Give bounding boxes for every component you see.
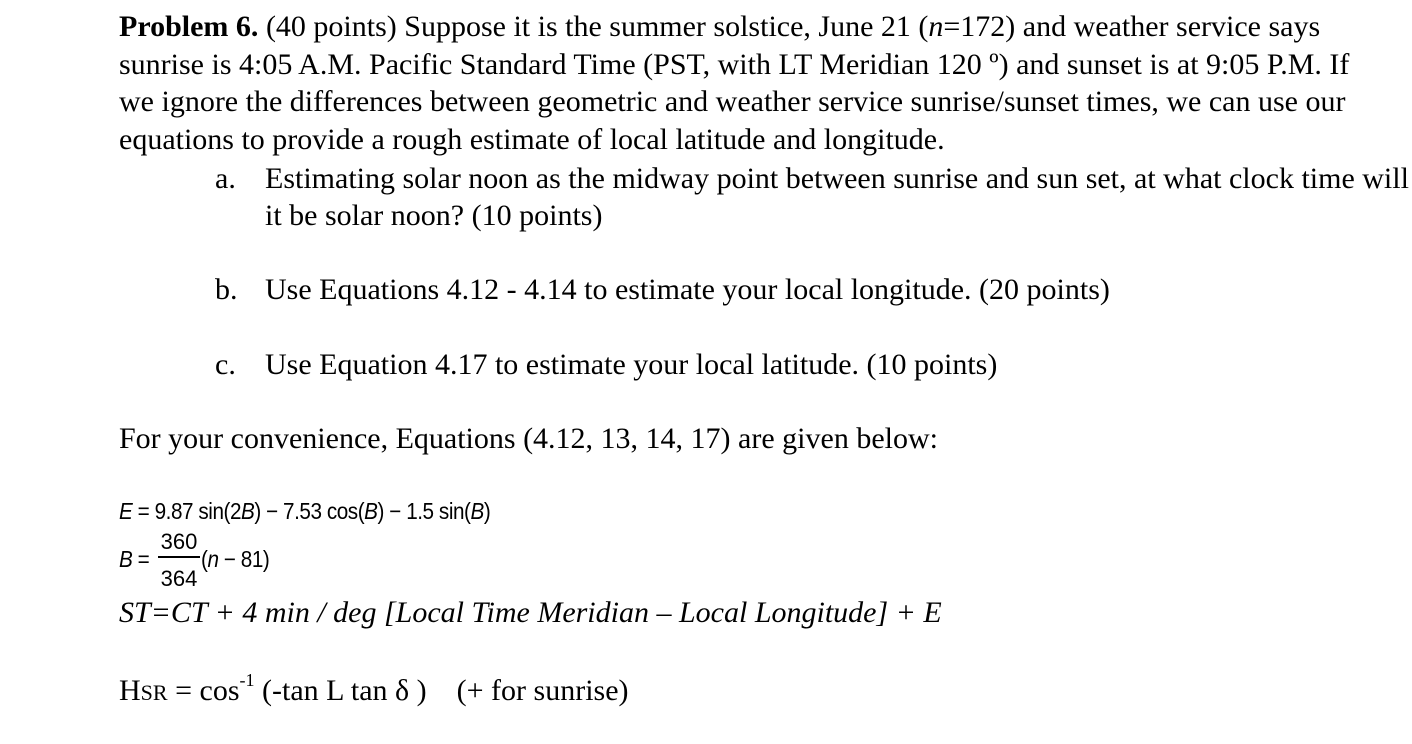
eq-e-b2: B	[364, 498, 378, 524]
problem-intro-n: n	[928, 10, 944, 43]
eq-e-lhs: E	[119, 498, 133, 524]
eq-b-denominator: 364	[160, 566, 198, 591]
problem-statement	[119, 8, 1379, 158]
eq-b-n: n	[207, 546, 219, 572]
eq-b-rhs	[201, 546, 269, 573]
eq-hsr-h: H	[119, 674, 141, 707]
eq-hsr-part1: = cos	[167, 674, 240, 707]
equation-e	[119, 498, 490, 525]
eq-e-b3: B	[470, 498, 484, 524]
list-item-text: Use Equation 4.17 to estimate your local latitude. (10 points)	[265, 348, 998, 381]
eq-e-b1: B	[241, 498, 255, 524]
list-item-text: Use Equations 4.12 - 4.14 to estimate your local longitude. (20 points)	[265, 273, 1110, 306]
eq-hsr-sup: -1	[239, 670, 255, 690]
list-item-label: a.	[215, 162, 236, 195]
problem-intro-part1: (40 points) Suppose it is the summer solstice, June 21 (	[258, 10, 929, 43]
eq-b-close: − 81)	[218, 546, 270, 572]
list-item-label: c.	[215, 348, 236, 381]
list-item-label: b.	[215, 273, 238, 306]
convenience-text: For your convenience, Equations (4.12, 13, 14, 17) are given below:	[119, 422, 938, 455]
eq-e-part4: )	[483, 498, 491, 524]
eq-e-part3: ) − 1.5 sin(	[377, 498, 471, 524]
eq-hsr-sub: SR	[140, 680, 168, 705]
problem-heading: Problem 6.	[119, 10, 259, 43]
eq-b-lhs-group	[119, 546, 149, 573]
eq-hsr-part2: (-tan L tan δ ) (+ for sunrise)	[254, 674, 629, 707]
equation-hsr	[119, 672, 629, 711]
eq-b-fraction-bar	[158, 556, 200, 558]
eq-b-open: (	[201, 546, 208, 572]
equation-st: ST=CT + 4 min / deg [Local Time Meridian – Local Longitude] + E	[119, 596, 942, 629]
problem-intro-part2: =172) and weather service says sunrise is 4:05 A.M. Pacific Standard Time (PST, with LT Meridian 120 º) and sunset is at 9:05 P.M. If we ignore the differences between geometric and weather service sunrise/sunset times, we can use our equations to provide a rough estimate of local latitude and longitude.	[119, 10, 1350, 156]
eq-e-part2: ) − 7.53 cos(	[254, 498, 365, 524]
eq-e-part1: = 9.87 sin(2	[132, 498, 242, 524]
eq-b-equals: =	[137, 546, 150, 572]
eq-b-lhs: B	[119, 546, 133, 572]
list-item-text: Estimating solar noon as the midway point between sunrise and sun set, at what clock time will it be solar noon? (10 points)	[265, 162, 1409, 232]
eq-b-numerator: 360	[160, 529, 198, 554]
